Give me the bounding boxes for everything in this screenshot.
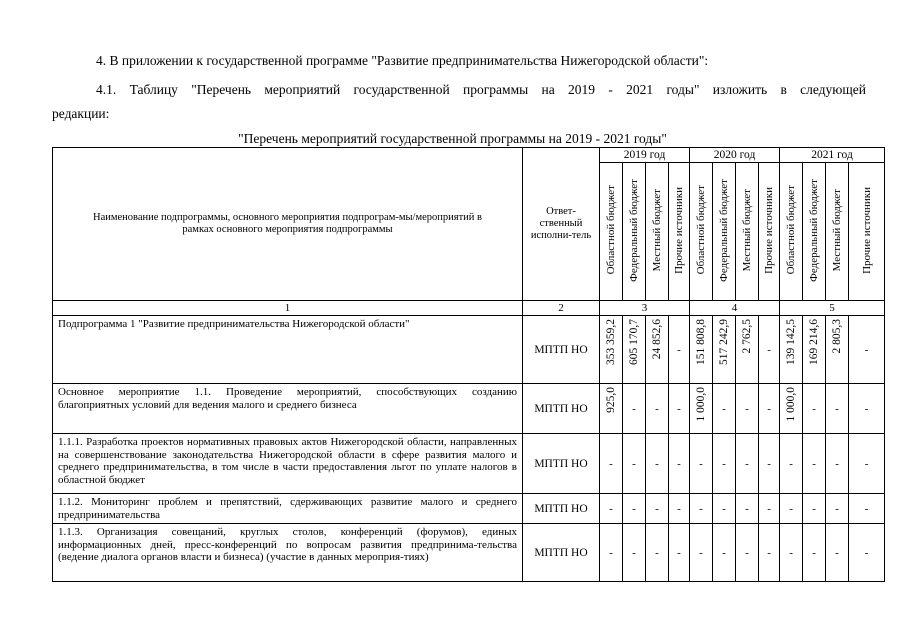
row-value: - — [623, 384, 646, 434]
row-value: - — [600, 434, 623, 494]
header-source-1-2 — [736, 163, 759, 301]
row-value-text: 169 214,6 — [808, 319, 821, 365]
header-source-label: Областной бюджет — [695, 185, 708, 275]
header-row-years — [53, 148, 885, 163]
header-source-label: Местный бюджет — [741, 188, 754, 272]
row-value: - — [849, 316, 885, 384]
row-responsible: МПТП НО — [523, 384, 600, 434]
row-value: - — [600, 494, 623, 524]
row-value: - — [826, 524, 849, 582]
header-source-label: Местный бюджет — [831, 188, 844, 272]
row-responsible: МПТП НО — [523, 434, 600, 494]
row-value-text: 139 142,5 — [785, 319, 798, 365]
table-row — [53, 524, 885, 582]
row-name: Подпрограмма 1 "Развитие предпринимательства Нижегородской области" — [53, 316, 523, 384]
table-row — [53, 316, 885, 384]
header-source-2-2 — [826, 163, 849, 301]
row-value: - — [690, 524, 713, 582]
row-value-text: 2 762,5 — [741, 319, 754, 354]
header-name-col: Наименование подпрограммы, основного мероприятия подпрограм-мы/мероприятий в рамках основного мероприятия подпрограммы — [53, 148, 523, 301]
header-source-0-1 — [623, 163, 646, 301]
row-value-text: 925,0 — [605, 387, 617, 413]
header-resp-col: Ответ-ственный исполни-тель — [523, 148, 600, 301]
row-value: - — [849, 494, 885, 524]
row-value — [780, 384, 803, 434]
row-value: - — [736, 494, 759, 524]
row-value: - — [690, 494, 713, 524]
row-responsible: МПТП НО — [523, 316, 600, 384]
row-value — [646, 316, 669, 384]
row-value: - — [646, 384, 669, 434]
header-year-2021: 2021 год — [780, 148, 885, 163]
row-value — [713, 316, 736, 384]
row-value: - — [623, 434, 646, 494]
row-value: - — [623, 494, 646, 524]
row-responsible: МПТП НО — [523, 524, 600, 582]
row-value: - — [669, 524, 690, 582]
row-value: - — [759, 494, 780, 524]
row-value: - — [759, 384, 780, 434]
row-value: - — [713, 434, 736, 494]
header-year-2020: 2020 год — [690, 148, 780, 163]
row-value — [690, 316, 713, 384]
row-value: - — [826, 434, 849, 494]
row-value: - — [713, 524, 736, 582]
row-value: - — [669, 494, 690, 524]
row-value: - — [736, 434, 759, 494]
row-value — [623, 316, 646, 384]
row-value — [600, 384, 623, 434]
row-value — [826, 316, 849, 384]
row-value: - — [826, 384, 849, 434]
row-value — [690, 384, 713, 434]
table-title: "Перечень мероприятий государственной программы на 2019 - 2021 годы" — [238, 131, 667, 146]
header-source-label: Прочие источники — [673, 186, 685, 274]
row-value: - — [623, 524, 646, 582]
col-number-2: 2 — [523, 301, 600, 316]
row-value: - — [803, 494, 826, 524]
row-value: - — [826, 494, 849, 524]
col-number-1: 1 — [53, 301, 523, 316]
row-value: - — [646, 494, 669, 524]
header-source-1-3 — [759, 163, 780, 301]
header-source-label: Прочие источники — [860, 186, 873, 274]
header-source-label: Местный бюджет — [651, 188, 663, 272]
header-source-1-0 — [690, 163, 713, 301]
paragraph-4: 4. В приложении к государственной программе "Развитие предпринимательства Нижегородской области": — [96, 53, 709, 68]
header-source-label: Федеральный бюджет — [628, 178, 640, 282]
table-row — [53, 384, 885, 434]
row-value-text: 517 242,9 — [718, 319, 731, 365]
row-value: - — [736, 524, 759, 582]
table-row — [53, 494, 885, 524]
row-value — [736, 316, 759, 384]
row-value: - — [849, 384, 885, 434]
col-number-3: 3 — [600, 301, 690, 316]
paragraph-4-1-cont: редакции: — [52, 106, 110, 121]
header-source-label: Областной бюджет — [605, 185, 617, 275]
row-value-text: 24 852,6 — [651, 319, 663, 360]
row-value: - — [803, 524, 826, 582]
row-value-text: 2 805,3 — [831, 319, 844, 354]
row-value: - — [600, 524, 623, 582]
row-value: - — [646, 524, 669, 582]
row-value: - — [669, 316, 690, 384]
row-responsible: МПТП НО — [523, 494, 600, 524]
row-name: 1.1.2. Мониторинг проблем и препятствий, сдерживающих развитие малого и среднего предпринимательства — [53, 494, 523, 524]
header-source-0-2 — [646, 163, 669, 301]
row-name: 1.1.1. Разработка проектов нормативных правовых актов Нижегородской области, направленных на совершенствование законодательства Нижегородской области в сфере развития малого и среднего предпринимательства, в том числе в части предоставления льгот по уплате налогов в областной бюджет — [53, 434, 523, 494]
row-value: - — [759, 434, 780, 494]
col-number-5: 5 — [780, 301, 885, 316]
header-source-label: Федеральный бюджет — [808, 178, 821, 282]
row-value: - — [780, 524, 803, 582]
header-source-label: Областной бюджет — [785, 185, 798, 275]
row-value: - — [646, 434, 669, 494]
row-value: - — [849, 524, 885, 582]
header-source-1-1 — [713, 163, 736, 301]
row-value-text: 151 808,8 — [695, 319, 708, 365]
row-value: - — [759, 316, 780, 384]
row-value: - — [759, 524, 780, 582]
header-year-2019: 2019 год — [600, 148, 690, 163]
paragraph-4-1: 4.1. Таблицу "Перечень мероприятий государственной программы на 2019 - 2021 годы" изложить в следующей — [96, 82, 866, 97]
row-value: - — [736, 384, 759, 434]
row-value-text: 605 170,7 — [628, 319, 640, 365]
row-value: - — [690, 434, 713, 494]
row-value — [780, 316, 803, 384]
row-value-text: 353 359,2 — [605, 319, 617, 365]
row-value: - — [803, 384, 826, 434]
table-row — [53, 434, 885, 494]
row-value: - — [780, 434, 803, 494]
row-value-text: 1 000,0 — [695, 387, 708, 422]
row-value: - — [669, 384, 690, 434]
header-source-label: Федеральный бюджет — [718, 178, 731, 282]
row-value: - — [669, 434, 690, 494]
row-value-text: 1 000,0 — [785, 387, 798, 422]
header-source-0-0 — [600, 163, 623, 301]
row-value: - — [713, 494, 736, 524]
header-source-2-1 — [803, 163, 826, 301]
row-value: - — [849, 434, 885, 494]
header-source-label: Прочие источники — [763, 186, 776, 274]
row-name: 1.1.3. Организация совещаний, круглых столов, конференций (форумов), единых информационных дней, пресс-конференций по вопросам развития предпринима-тельства (ведение диалога органов власти и бизнеса) (участие в данных мероприя-тиях) — [53, 524, 523, 582]
row-name: Основное мероприятие 1.1. Проведение мероприятий, способствующих созданию благоприятных условий для ведения малого и среднего бизнеса — [53, 384, 523, 434]
row-value — [600, 316, 623, 384]
header-source-2-3 — [849, 163, 885, 301]
header-row-numbers — [53, 301, 885, 316]
header-source-0-3 — [669, 163, 690, 301]
measures-table — [52, 147, 885, 582]
row-value — [803, 316, 826, 384]
col-number-4: 4 — [690, 301, 780, 316]
row-value: - — [713, 384, 736, 434]
row-value: - — [803, 434, 826, 494]
header-source-2-0 — [780, 163, 803, 301]
row-value: - — [780, 494, 803, 524]
